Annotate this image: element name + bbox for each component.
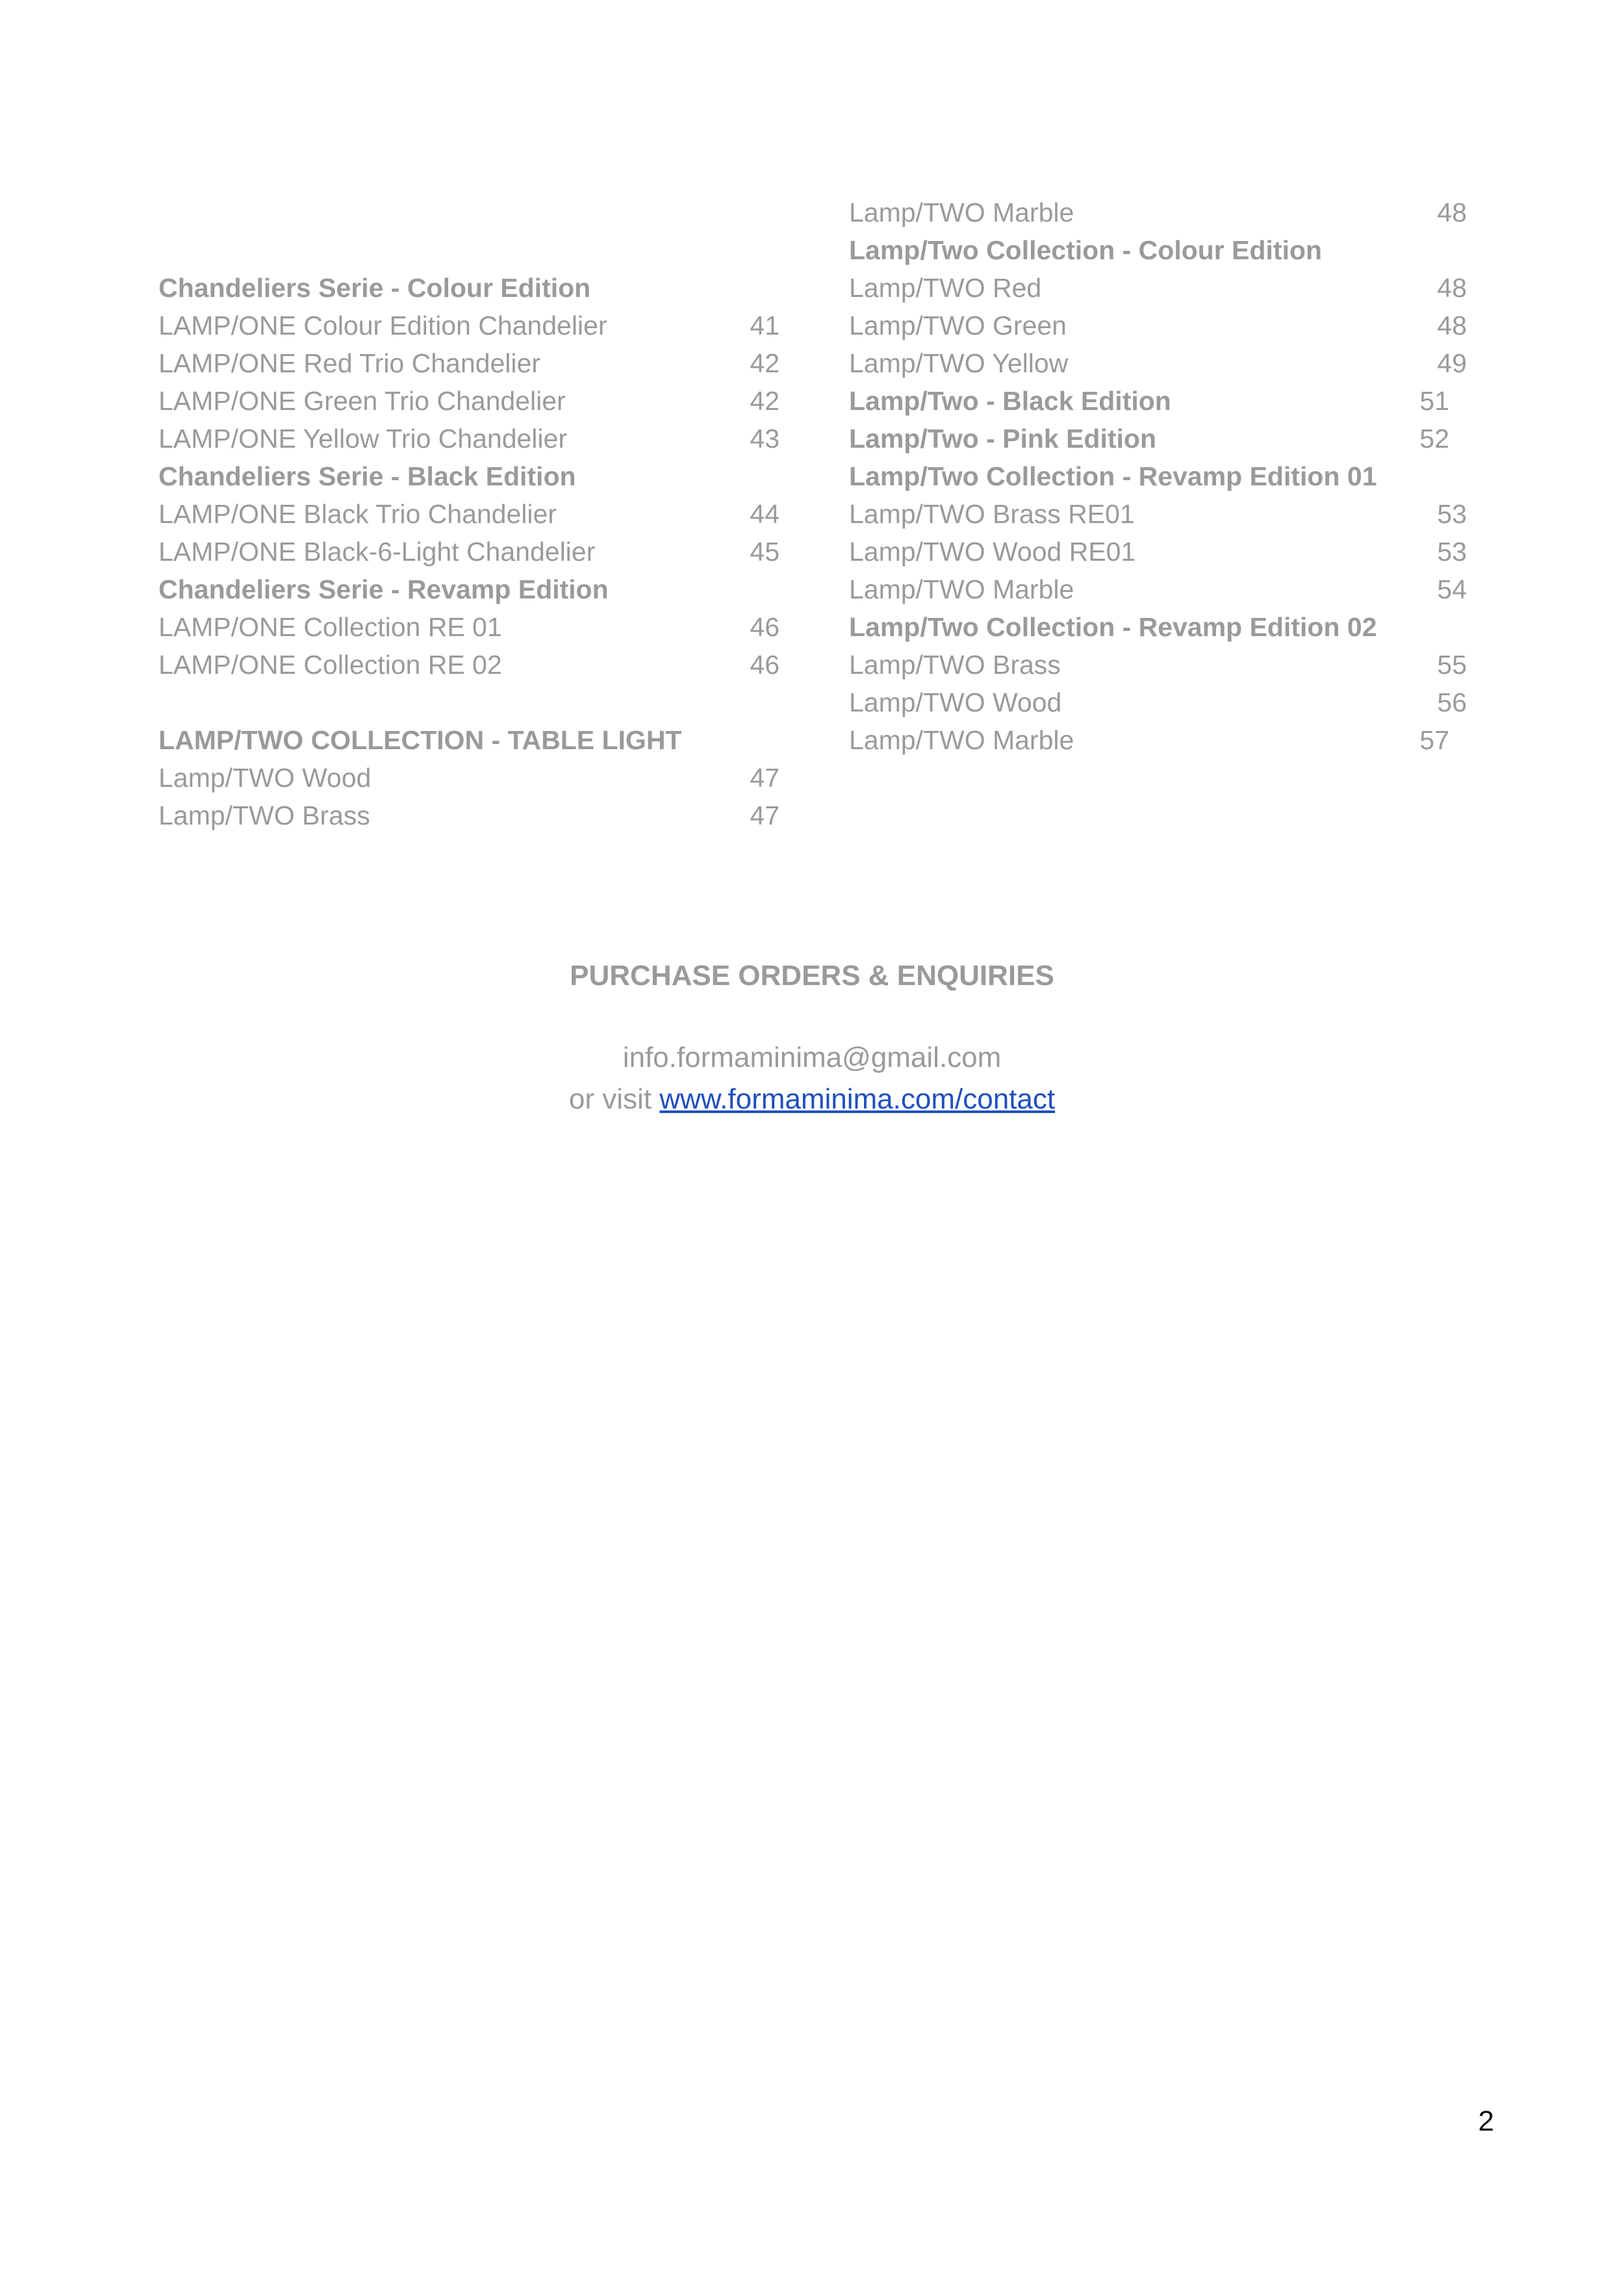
page-number: 2	[1478, 2105, 1494, 2137]
toc-entry-label: Lamp/TWO Brass	[159, 801, 370, 830]
toc-entry-page: 53	[1437, 537, 1467, 567]
toc-column-right	[849, 194, 1467, 759]
toc-entry-page: 54	[1437, 574, 1467, 604]
toc-entry-page: 52	[1419, 424, 1449, 454]
toc-entry-label: Lamp/TWO Brass	[849, 650, 1061, 680]
toc-entry-label: Lamp/Two - Pink Edition	[849, 424, 1157, 454]
toc-entry	[159, 344, 780, 382]
toc-entry-label: Lamp/TWO Marble	[849, 574, 1074, 604]
toc-entry-label: Lamp/TWO Marble	[849, 725, 1074, 755]
toc-entry	[849, 344, 1467, 382]
enquiries-email: info.formaminima@gmail.com	[622, 1042, 1002, 1073]
toc-entry	[159, 495, 780, 533]
toc-section-heading	[849, 457, 1467, 495]
toc-entry-label: Lamp/TWO Wood	[849, 687, 1062, 717]
toc-entry-label: LAMP/ONE Red Trio Chandelier	[159, 348, 540, 378]
toc-entry-page: 51	[1419, 386, 1449, 416]
toc-entry	[159, 646, 780, 684]
toc-entry	[849, 307, 1467, 344]
toc-entry-label: LAMP/TWO COLLECTION - TABLE LIGHT	[159, 725, 682, 755]
toc-entry-label: Lamp/TWO Yellow	[849, 348, 1069, 378]
toc-entry	[849, 495, 1467, 533]
toc-entry-page: 46	[750, 612, 780, 642]
enquiries-section	[0, 956, 1624, 1120]
toc-entry	[849, 194, 1467, 231]
toc-entry-label: Lamp/Two Collection - Revamp Edition 01	[849, 461, 1377, 491]
toc-entry	[159, 797, 780, 834]
toc-entry-page: 41	[750, 311, 780, 340]
toc-section-heading	[849, 231, 1467, 269]
toc-entry-page: 42	[750, 348, 780, 378]
toc-entry	[849, 533, 1467, 571]
toc-entry	[849, 269, 1467, 307]
toc-entry	[849, 721, 1467, 759]
toc-entry-label: Lamp/TWO Marble	[849, 198, 1074, 227]
toc-section-heading	[159, 269, 780, 307]
toc-entry-page: 48	[1437, 198, 1467, 227]
toc-entry-label: LAMP/ONE Black-6-Light Chandelier	[159, 537, 596, 567]
toc-section-heading	[849, 382, 1467, 420]
toc-entry-page: 42	[750, 386, 780, 416]
toc-section-heading	[849, 608, 1467, 646]
toc-entry-label: Lamp/Two Collection - Revamp Edition 02	[849, 612, 1377, 642]
toc-entry-page: 49	[1437, 348, 1467, 378]
toc-entry	[159, 533, 780, 571]
toc-entry-label: Lamp/TWO Wood RE01	[849, 537, 1136, 567]
toc-entry	[159, 307, 780, 344]
contact-link[interactable]: www.formaminima.com/contact	[659, 1083, 1056, 1115]
enquiries-visit-line	[0, 1079, 1624, 1120]
toc-entry-page: 46	[750, 650, 780, 680]
toc-entry-label: LAMP/ONE Yellow Trio Chandelier	[159, 424, 567, 454]
toc-section-heading	[159, 721, 780, 759]
toc-entry	[849, 684, 1467, 721]
toc-entry-label: LAMP/ONE Collection RE 01	[159, 612, 502, 642]
toc-entry-page: 53	[1437, 499, 1467, 529]
enquiries-title: PURCHASE ORDERS & ENQUIRIES	[570, 960, 1054, 992]
toc-entry-label: Lamp/Two - Black Edition	[849, 386, 1171, 416]
toc-entry-page: 47	[750, 801, 780, 830]
toc-column-left	[159, 269, 780, 834]
toc-entry-page: 47	[750, 763, 780, 793]
toc-entry-label: LAMP/ONE Colour Edition Chandelier	[159, 311, 607, 340]
toc-section-heading	[159, 457, 780, 495]
toc-entry-label: Lamp/TWO Green	[849, 311, 1067, 340]
toc-entry-label: Lamp/TWO Wood	[159, 763, 372, 793]
toc-entry	[849, 646, 1467, 684]
toc-entry-label: Lamp/TWO Red	[849, 273, 1042, 303]
toc-entry-label: Lamp/TWO Brass RE01	[849, 499, 1135, 529]
toc-entry-page: 48	[1437, 311, 1467, 340]
toc-section-heading	[849, 420, 1467, 457]
toc-entry	[159, 382, 780, 420]
visit-prefix: or visit	[568, 1083, 660, 1115]
toc-entry-page: 55	[1437, 650, 1467, 680]
toc-entry-page: 56	[1437, 687, 1467, 717]
toc-entry-page: 44	[750, 499, 780, 529]
toc-entry-label: Chandeliers Serie - Black Edition	[159, 461, 576, 491]
toc-entry-page: 57	[1419, 725, 1449, 755]
toc-entry-page: 43	[750, 424, 780, 454]
toc-spacer	[159, 684, 780, 721]
toc-entry	[159, 759, 780, 797]
toc-entry-page: 45	[750, 537, 780, 567]
toc-section-heading	[159, 571, 780, 608]
toc-entry-label: Chandeliers Serie - Colour Edition	[159, 273, 591, 303]
toc-entry	[159, 420, 780, 457]
toc-entry	[849, 571, 1467, 608]
toc-entry-label: Lamp/Two Collection - Colour Edition	[849, 235, 1323, 265]
toc-entry	[159, 608, 780, 646]
toc-entry-label: LAMP/ONE Collection RE 02	[159, 650, 502, 680]
toc-entry-label: LAMP/ONE Black Trio Chandelier	[159, 499, 557, 529]
toc-entry-label: Chandeliers Serie - Revamp Edition	[159, 574, 609, 604]
toc-entry-page: 48	[1437, 273, 1467, 303]
toc-entry-label: LAMP/ONE Green Trio Chandelier	[159, 386, 566, 416]
